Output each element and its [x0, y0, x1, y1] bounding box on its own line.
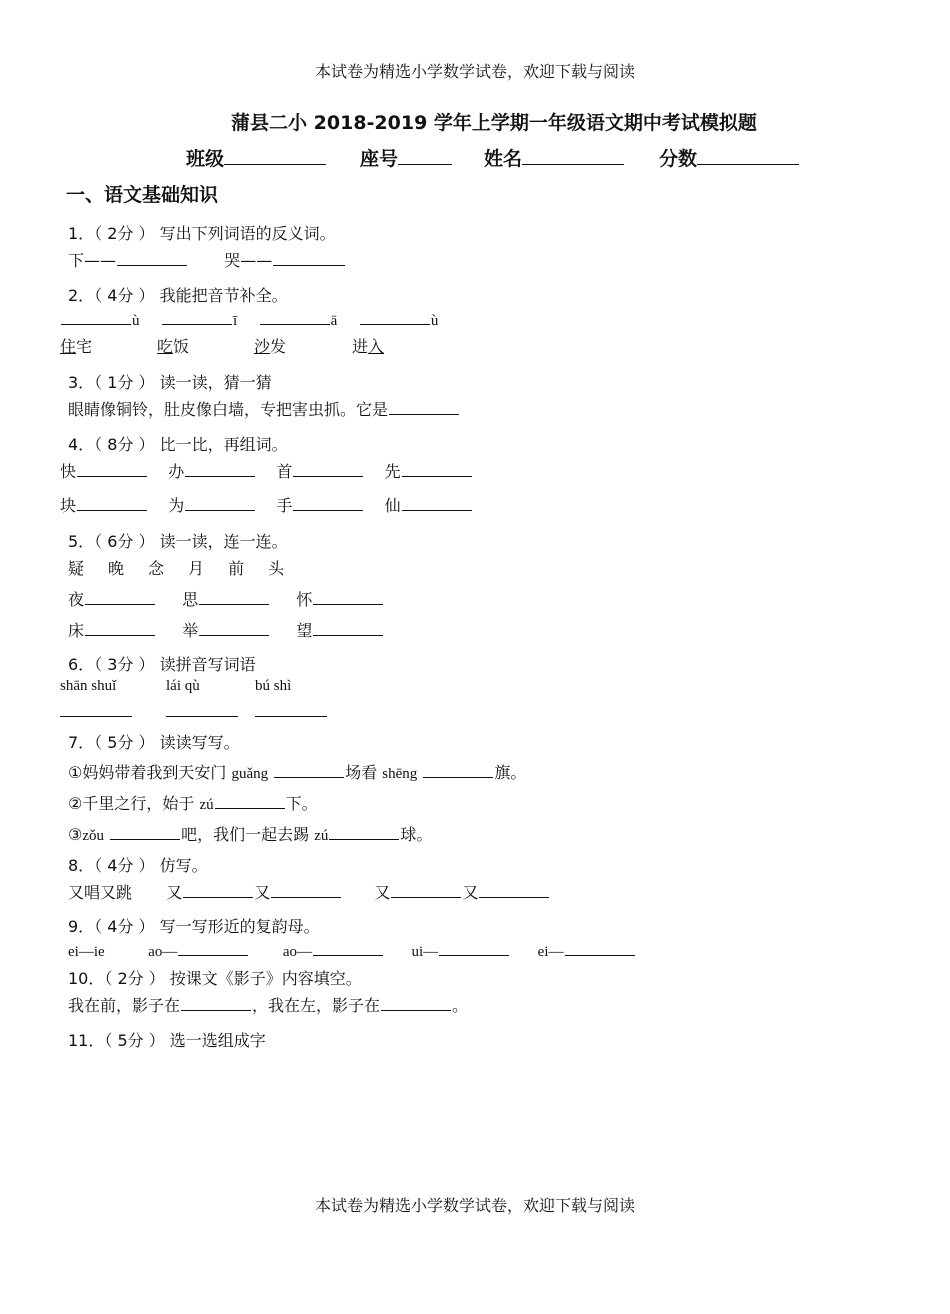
answer-blank[interactable]	[117, 250, 187, 266]
answer-blank[interactable]	[313, 940, 383, 956]
q6-pinyin-3: bú shì	[255, 678, 292, 694]
answer-blank[interactable]	[166, 700, 238, 717]
q10-line: 我在前，影子在 ，我在左，影子在 。	[68, 996, 469, 1015]
q7-line-1: ①妈妈带着我到天安门 guǎng 场看 shēng 旗。	[68, 763, 527, 782]
answer-blank[interactable]	[293, 461, 363, 477]
class-blank[interactable]	[224, 146, 326, 165]
q8-line: 又唱又跳 又 又 又 又	[68, 880, 550, 903]
answer-blank[interactable]	[178, 940, 248, 956]
q6-pinyin-2: lái qù	[166, 678, 200, 694]
answer-blank[interactable]	[439, 940, 509, 956]
answer-blank[interactable]	[391, 882, 461, 898]
question-11: 11．（ 5分 ） 选一选组成字	[68, 1031, 266, 1050]
q2-word-3: 沙发	[254, 337, 287, 356]
q9-line: ei—ie ao— ao— ui— ei—	[68, 940, 636, 961]
answer-blank[interactable]	[85, 589, 155, 605]
answer-blank[interactable]	[85, 620, 155, 636]
class-field	[186, 144, 326, 171]
q2-word-2: 吃饭	[157, 337, 190, 356]
answer-blank[interactable]	[271, 882, 341, 898]
answer-blank[interactable]	[273, 250, 345, 266]
q5-row-2: 床 举 望	[68, 618, 384, 641]
question-4: 4．（ 8分 ） 比一比，再组词。	[68, 435, 288, 454]
answer-blank[interactable]	[110, 824, 180, 840]
answer-blank[interactable]	[389, 399, 459, 415]
answer-blank[interactable]	[183, 882, 253, 898]
q4-row-1: 快 办 首 先	[60, 459, 473, 482]
question-8: 8．（ 4分 ） 仿写。	[68, 856, 208, 875]
answer-blank[interactable]	[565, 940, 635, 956]
answer-blank[interactable]	[360, 309, 430, 325]
answer-blank[interactable]	[61, 309, 131, 325]
q2-pinyin-row: ù ī ā ù	[60, 309, 438, 330]
q5-characters: 疑 晚 念 月 前 头	[68, 559, 285, 578]
q7-line-3: ③zǒu 吧，我们一起去踢 zú 球。	[68, 825, 433, 844]
page-header: 本试卷为精选小学数学试卷，欢迎下载与阅读	[314, 62, 635, 81]
q6-pinyin-1: shān shuǐ	[60, 678, 117, 694]
answer-blank[interactable]	[215, 793, 285, 809]
question-1: 1．（ 2分 ） 写出下列词语的反义词。	[68, 224, 336, 243]
question-3: 3．（ 1分 ） 读一读，猜一猜	[68, 373, 272, 392]
question-9: 9．（ 4分 ） 写一写形近的复韵母。	[68, 917, 320, 936]
question-2: 2．（ 4分 ） 我能把音节补全。	[68, 286, 288, 305]
answer-blank[interactable]	[479, 882, 549, 898]
q2-word-1: 住宅	[60, 337, 93, 356]
answer-blank[interactable]	[402, 495, 472, 511]
answer-blank[interactable]	[181, 995, 251, 1011]
answer-blank[interactable]	[381, 995, 451, 1011]
answer-blank[interactable]	[313, 620, 383, 636]
question-7: 7．（ 5分 ） 读读写写。	[68, 733, 240, 752]
answer-blank[interactable]	[77, 461, 147, 477]
answer-blank[interactable]	[199, 620, 269, 636]
seat-blank[interactable]	[398, 146, 452, 165]
class-label: 班级	[186, 148, 225, 170]
q7-line-2: ②千里之行，始于 zú 下。	[68, 794, 318, 813]
exam-title: 蒲县二小 2018-2019 学年上学期一年级语文期中考试模拟题	[231, 112, 757, 134]
name-label: 姓名	[484, 148, 523, 170]
answer-blank[interactable]	[274, 762, 344, 778]
score-blank[interactable]	[697, 146, 799, 165]
q2-word-4: 进入	[352, 337, 385, 356]
q3-riddle: 眼睛像铜铃，肚皮像白墙，专把害虫抓。它是	[68, 397, 460, 420]
answer-blank[interactable]	[77, 495, 147, 511]
answer-blank[interactable]	[185, 461, 255, 477]
answer-blank[interactable]	[255, 700, 327, 717]
seat-field	[360, 144, 452, 171]
answer-blank[interactable]	[423, 762, 493, 778]
score-field	[659, 144, 799, 171]
question-6: 6．（ 3分 ） 读拼音写词语	[68, 655, 256, 674]
answer-blank[interactable]	[162, 309, 232, 325]
section-heading: 一、语文基础知识	[66, 184, 219, 206]
question-10: 10．（ 2分 ） 按课文《影子》内容填空。	[68, 969, 362, 988]
answer-blank[interactable]	[185, 495, 255, 511]
q5-row-1: 夜 思 怀	[68, 587, 384, 610]
answer-blank[interactable]	[60, 700, 132, 717]
answer-blank[interactable]	[402, 461, 472, 477]
question-5: 5．（ 6分 ） 读一读，连一连。	[68, 532, 288, 551]
name-blank[interactable]	[522, 146, 624, 165]
answer-blank[interactable]	[313, 589, 383, 605]
score-label: 分数	[659, 148, 698, 170]
answer-blank[interactable]	[260, 309, 330, 325]
name-field	[484, 144, 624, 171]
q1-answers: 下—— 哭——	[68, 248, 346, 271]
answer-blank[interactable]	[293, 495, 363, 511]
q4-row-2: 块 为 手 仙	[60, 493, 473, 516]
page-footer: 本试卷为精选小学数学试卷，欢迎下载与阅读	[314, 1196, 635, 1215]
answer-blank[interactable]	[199, 589, 269, 605]
answer-blank[interactable]	[329, 824, 399, 840]
seat-label: 座号	[360, 148, 399, 170]
